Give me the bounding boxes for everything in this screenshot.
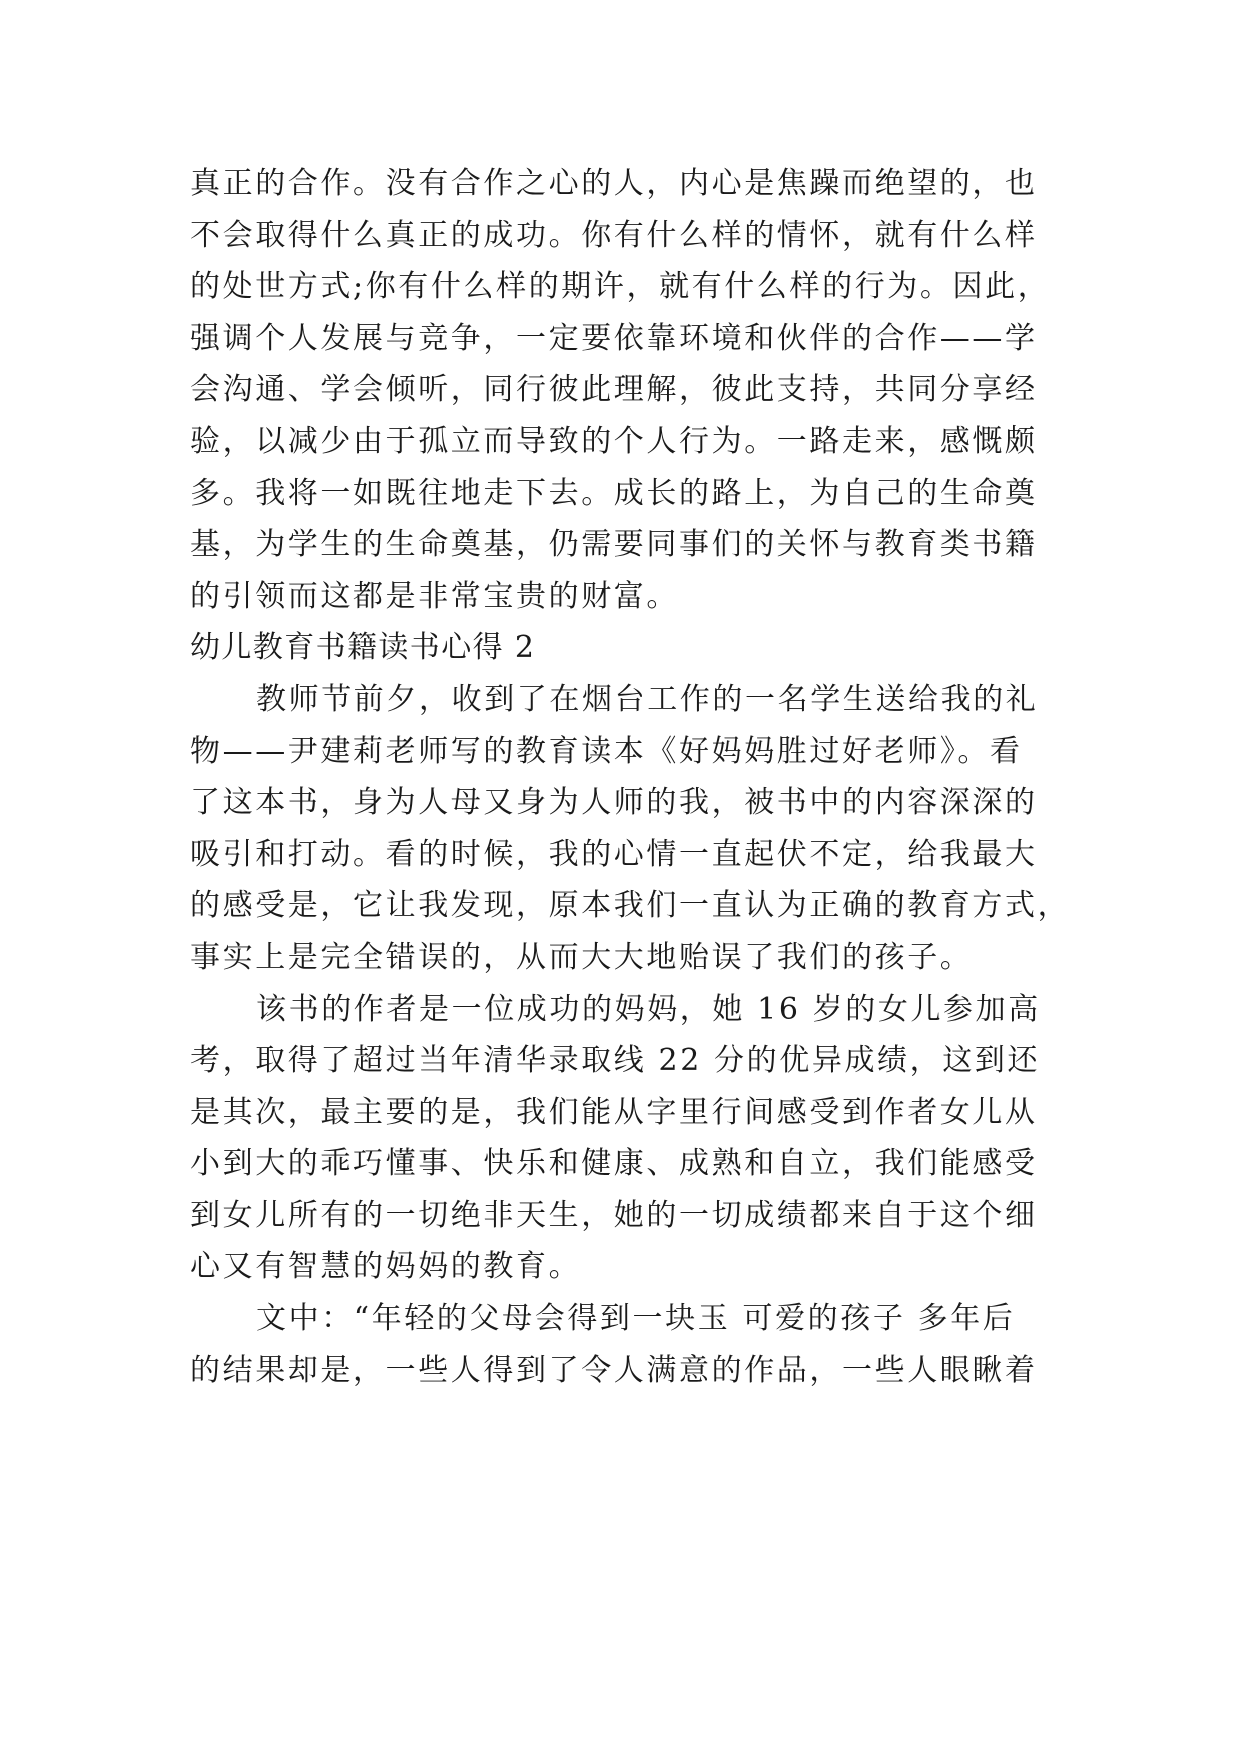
text-line: 吸引和打动。看的时候，我的心情一直起伏不定，给我最大: [190, 836, 1038, 872]
text-line: 到女儿所有的一切绝非天生，她的一切成绩都来自于这个细: [190, 1197, 1038, 1233]
text-line: 的处世方式;你有什么样的期许，就有什么样的行为。因此，: [190, 269, 1051, 305]
text-line: 多。我将一如既往地走下去。成长的路上，为自己的生命奠: [190, 475, 1038, 511]
text-line: 不会取得什么真正的成功。你有什么样的情怀，就有什么样: [190, 217, 1038, 253]
text-line: 了这本书，身为人母又身为人师的我，被书中的内容深深的: [190, 785, 1038, 821]
text-line: 的结果却是，一些人得到了令人满意的作品，一些人眼瞅着: [190, 1352, 1038, 1388]
paragraph-first-line: 该书的作者是一位成功的妈妈，她 16 岁的女儿参加高: [256, 991, 1041, 1027]
text-line: 强调个人发展与竞争，一定要依靠环境和伙伴的合作——学: [190, 320, 1038, 356]
text-line: 的感受是，它让我发现，原本我们一直认为正确的教育方式，: [190, 888, 1071, 924]
text-line: 验，以减少由于孤立而导致的个人行为。一路走来，感慨颇: [190, 423, 1038, 459]
paragraph-first-line: 文中：“年轻的父母会得到一块玉 可爱的孩子 多年后: [256, 1301, 1016, 1337]
text-line: 心又有智慧的妈妈的教育。: [190, 1249, 582, 1285]
paragraph-first-line: 教师节前夕，收到了在烟台工作的一名学生送给我的礼: [256, 681, 1039, 717]
text-line: 小到大的乖巧懂事、快乐和健康、成熟和自立，我们能感受: [190, 1146, 1038, 1182]
text-line: 的引领而这都是非常宝贵的财富。: [190, 578, 679, 614]
section-heading: 幼儿教育书籍读书心得 2: [190, 630, 536, 666]
document-body: [190, 158, 1071, 1396]
text-line: 是其次，最主要的是，我们能从字里行间感受到作者女儿从: [190, 1094, 1038, 1130]
text-line: 基，为学生的生命奠基，仍需要同事们的关怀与教育类书籍: [190, 527, 1038, 563]
text-line: 物——尹建莉老师写的教育读本《好妈妈胜过好老师》。看: [190, 733, 1023, 769]
text-line: 会沟通、学会倾听，同行彼此理解，彼此支持，共同分享经: [190, 372, 1038, 408]
text-line: 事实上是完全错误的，从而大大地贻误了我们的孩子。: [190, 939, 973, 975]
text-line: 真正的合作。没有合作之心的人，内心是焦躁而绝望的，也: [190, 166, 1038, 201]
text-line: 考，取得了超过当年清华录取线 22 分的优异成绩，这到还: [190, 1043, 1041, 1079]
